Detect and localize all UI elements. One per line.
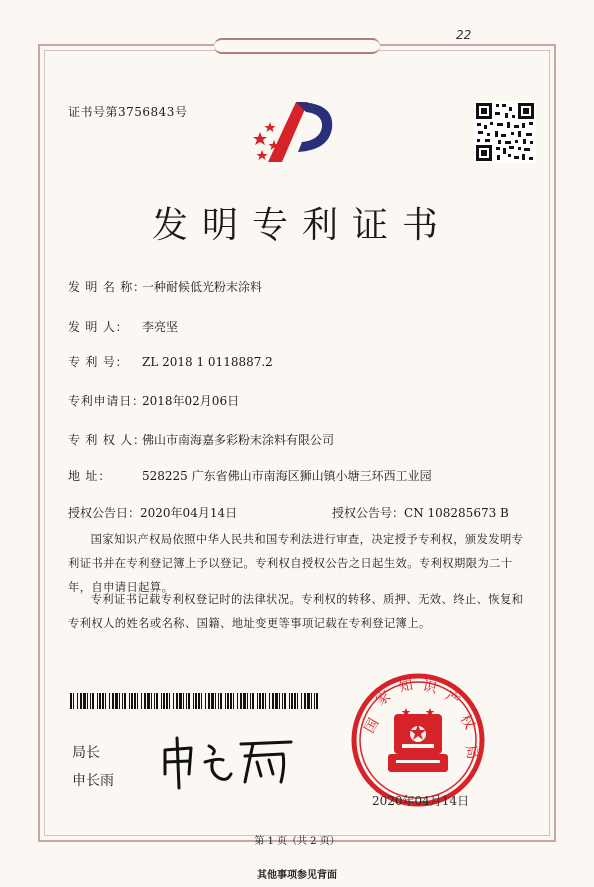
field-address <box>68 467 432 484</box>
barcode-bar <box>122 693 123 709</box>
barcode-bar <box>211 693 214 709</box>
seal-char: 识 <box>421 678 439 697</box>
barcode-bar <box>218 693 219 709</box>
barcode-bar <box>92 693 94 709</box>
barcode-bar <box>201 693 202 709</box>
official-seal-icon <box>350 672 486 808</box>
seal-char: 知 <box>397 677 415 696</box>
barcode-bar <box>134 693 136 709</box>
barcode-bar <box>198 693 200 709</box>
barcode-bar <box>115 693 118 709</box>
barcode-bar <box>154 693 155 709</box>
barcode-bar <box>262 693 264 709</box>
qr-code-icon <box>474 101 536 163</box>
field-application-date <box>68 392 239 409</box>
barcode-bar <box>147 693 150 709</box>
barcode-bar <box>83 693 86 709</box>
seal-char: 权 <box>456 712 478 733</box>
seal-date: 2020年04月14日 <box>372 794 470 808</box>
field-value: 一种耐候低光粉末涂料 <box>142 280 263 294</box>
handwritten-signature-icon <box>157 732 297 792</box>
field-inventor <box>68 318 178 335</box>
announcement-date-label: 授权公告日： <box>68 506 141 520</box>
barcode-bar <box>129 693 130 709</box>
field-label: 专利申请日： <box>68 394 145 408</box>
barcode-bar <box>279 693 280 709</box>
barcode-bar <box>316 693 318 709</box>
barcode-bar <box>99 693 101 709</box>
barcode-bar <box>102 693 104 709</box>
field-value: 528225 广东省佛山市南海区狮山镇小塘三环西工业园 <box>142 469 432 483</box>
barcode-bar <box>272 693 274 709</box>
field-value: 2018年02月06日 <box>142 394 240 408</box>
field-invention-name <box>68 278 262 295</box>
page-number: 第 1 页（共 2 页） <box>254 836 340 847</box>
barcode-bar <box>97 693 98 709</box>
barcode-bar <box>169 693 170 709</box>
field-label: 发 明 人： <box>68 320 129 334</box>
field-label: 发 明 名 称： <box>68 280 146 294</box>
barcode-bar <box>77 693 78 709</box>
barcode-bar <box>137 693 138 709</box>
barcode-bar <box>265 693 266 709</box>
barcode-bar <box>112 693 114 709</box>
field-label: 专 利 权 人： <box>68 433 146 447</box>
seal-char: 家 <box>373 688 394 710</box>
barcode-bar <box>252 693 254 709</box>
barcode-bar <box>144 693 146 709</box>
barcode-bar <box>230 693 232 709</box>
barcode-bar <box>233 693 234 709</box>
barcode-bar <box>275 693 278 709</box>
statement-paragraph-1: 国家知识产权局依照中华人民共和国专利法进行审查，决定授予专利权，颁发发明专利证书并在专利登记簿上予以登记。专利权自授权公告之日起生效。专利权期限为二十年，自申请日起算。 <box>68 533 524 594</box>
certificate-number: 证书号第3756843号 <box>68 105 188 119</box>
top-ornament <box>214 38 380 54</box>
barcode-bar <box>193 693 194 709</box>
field-value: 李亮坚 <box>142 320 179 334</box>
barcode-bar <box>205 693 206 709</box>
barcode-bar <box>284 693 286 709</box>
barcode-bar <box>173 693 174 709</box>
barcode-bar <box>282 693 283 709</box>
announcement-number-value: CN 108285673 B <box>404 506 509 520</box>
barcode-bar <box>269 693 270 709</box>
barcode-bar <box>307 693 310 709</box>
seal-char: 局 <box>462 743 481 761</box>
barcode-bar <box>291 693 293 709</box>
barcode-bar <box>311 693 312 709</box>
barcode-bar <box>294 693 296 709</box>
barcode-bar <box>188 693 190 709</box>
corner-handwritten-mark: 22 <box>456 28 472 42</box>
director-name: 申长雨 <box>72 773 114 789</box>
barcode-bar <box>259 693 261 709</box>
barcode-bar <box>304 693 306 709</box>
director-title: 局长 <box>72 745 100 761</box>
patent-office-logo-icon <box>250 92 342 174</box>
barcode-bar <box>247 693 248 709</box>
statement-paragraph-2: 专利证书记载专利权登记时的法律状况。专利权的转移、质押、无效、终止、恢复和专利权人的姓名或名称、国籍、地址变更等事项记载在专利登记簿上。 <box>68 593 524 630</box>
barcode-icon <box>70 693 320 709</box>
barcode-bar <box>105 693 106 709</box>
barcode-bar <box>166 693 168 709</box>
barcode-bar <box>257 693 258 709</box>
barcode-bar <box>208 693 210 709</box>
barcode-bar <box>179 693 182 709</box>
barcode-bar <box>314 693 315 709</box>
announcement-row <box>68 504 509 521</box>
barcode-bar <box>80 693 82 709</box>
barcode-bar <box>220 693 222 709</box>
barcode-bar <box>186 693 187 709</box>
barcode-bar <box>109 693 110 709</box>
barcode-bar <box>141 693 142 709</box>
barcode-bar <box>215 693 216 709</box>
field-value: ZL 2018 1 0118887.2 <box>142 355 273 369</box>
barcode-bar <box>240 693 242 709</box>
barcode-bar <box>183 693 184 709</box>
barcode-bar <box>289 693 290 709</box>
footer-note: 其他事项参见背面 <box>257 870 337 881</box>
barcode-bar <box>176 693 178 709</box>
announcement-number-label: 授权公告号： <box>332 506 405 520</box>
barcode-bar <box>87 693 88 709</box>
barcode-bar <box>227 693 229 709</box>
seal-char: 国 <box>361 715 383 736</box>
barcode-bar <box>243 693 246 709</box>
barcode-bar <box>90 693 91 709</box>
barcode-bar <box>163 693 165 709</box>
barcode-bar <box>195 693 197 709</box>
barcode-bar <box>151 693 152 709</box>
barcode-bar <box>131 693 133 709</box>
field-label: 专 利 号： <box>68 355 129 369</box>
barcode-bar <box>301 693 302 709</box>
field-value: 佛山市南海嘉多彩粉末涂料有限公司 <box>142 433 335 447</box>
seal-char: 产 <box>441 688 463 710</box>
barcode-bar <box>124 693 126 709</box>
barcode-bar <box>225 693 226 709</box>
barcode-bar <box>70 693 72 709</box>
barcode-bar <box>161 693 162 709</box>
certificate-title: 发明专利证书 <box>151 205 452 246</box>
barcode-bar <box>237 693 238 709</box>
announcement-date-value: 2020年04月14日 <box>140 506 238 520</box>
field-patentee <box>68 431 334 448</box>
barcode-bar <box>250 693 251 709</box>
field-label: 地 址： <box>68 469 112 483</box>
announcement-number <box>332 504 509 521</box>
barcode-bar <box>297 693 298 709</box>
barcode-bar <box>156 693 158 709</box>
barcode-bar <box>119 693 120 709</box>
barcode-bar <box>73 693 74 709</box>
field-patent-number <box>68 353 273 370</box>
